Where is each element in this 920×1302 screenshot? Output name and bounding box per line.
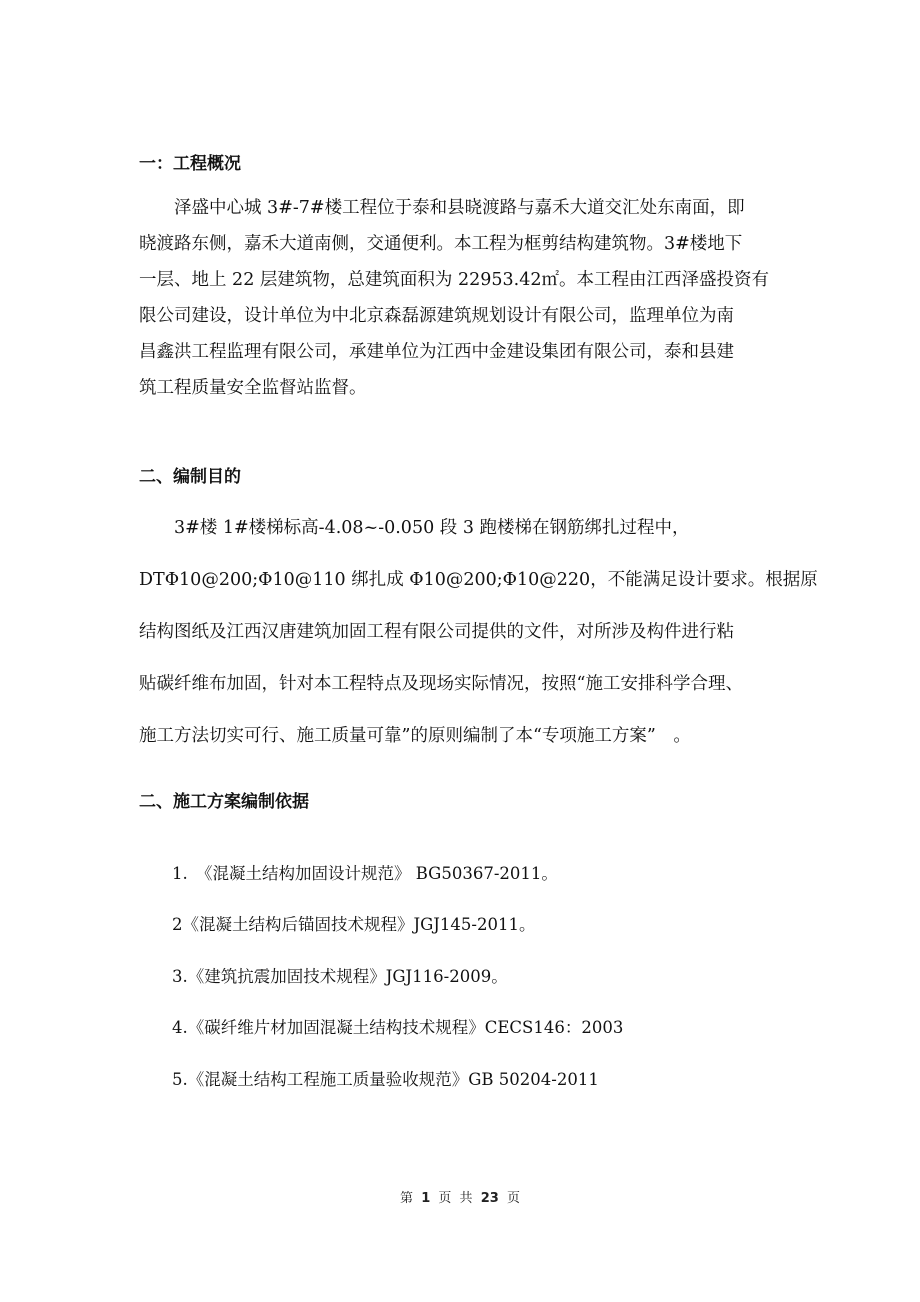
section-heading-purpose: 二、编制目的	[139, 467, 241, 487]
paragraph-line: 筑工程质量安全监督站监督。	[139, 378, 367, 398]
paragraph-line: 结构图纸及江西汉唐建筑加固工程有限公司提供的文件，对所涉及构件进行粘	[139, 622, 734, 642]
page-footer	[0, 1190, 920, 1208]
overview-paragraph	[139, 190, 783, 406]
section-heading-overview: 一：工程概况	[139, 154, 241, 174]
paragraph-line: 3#楼 1#楼梯标高-4.08~-0.050 段 3 跑楼梯在钢筋绑扎过程中，	[174, 518, 690, 538]
paragraph-line: DTΦ10@200;Φ10@110 绑扎成 Φ10@200;Φ10@220，不能满足设计要求。根据原	[139, 570, 818, 590]
paragraph-line: 施工方法切实可行、施工质量可靠”的原则编制了本“专项施工方案” 。	[139, 726, 691, 746]
paragraph-line: 限公司建设，设计单位为中北京森磊源建筑规划设计有限公司，监理单位为南	[139, 306, 734, 326]
reference-item: 1. 《混凝土结构加固设计规范》 BG50367-2011。	[172, 864, 558, 883]
reference-item: 2《混凝土结构后锚固技术规程》JGJ145-2011。	[172, 915, 536, 934]
footer-total-pages: 23	[480, 1191, 499, 1206]
paragraph-line: 泽盛中心城 3#-7#楼工程位于泰和县晓渡路与嘉禾大道交汇处东南面，即	[174, 198, 745, 218]
paragraph-line: 晓渡路东侧，嘉禾大道南侧，交通便利。本工程为框剪结构建筑物。3#楼地下	[139, 234, 743, 254]
paragraph-line: 昌鑫洪工程监理有限公司，承建单位为江西中金建设集团有限公司，泰和县建	[139, 342, 734, 362]
footer-ye: 页	[438, 1191, 452, 1206]
footer-di: 第	[400, 1191, 414, 1206]
footer-page-number: 1	[421, 1191, 431, 1206]
reference-item: 3.《建筑抗震加固技术规程》JGJ116-2009。	[172, 967, 508, 986]
footer-gong: 共	[459, 1191, 473, 1206]
reference-item: 4.《碳纤维片材加固混凝土结构技术规程》CECS146：2003	[172, 1018, 624, 1037]
section-heading-basis: 二、施工方案编制依据	[139, 792, 309, 812]
reference-item: 5.《混凝土结构工程施工质量验收规范》GB 50204-2011	[172, 1070, 599, 1089]
purpose-paragraph	[139, 502, 818, 762]
footer-ye: 页	[506, 1191, 520, 1206]
paragraph-line: 贴碳纤维布加固，针对本工程特点及现场实际情况，按照“施工安排科学合理、	[139, 674, 743, 694]
paragraph-line: 一层、地上 22 层建筑物，总建筑面积为 22953.42㎡。本工程由江西泽盛投资有	[139, 270, 769, 290]
